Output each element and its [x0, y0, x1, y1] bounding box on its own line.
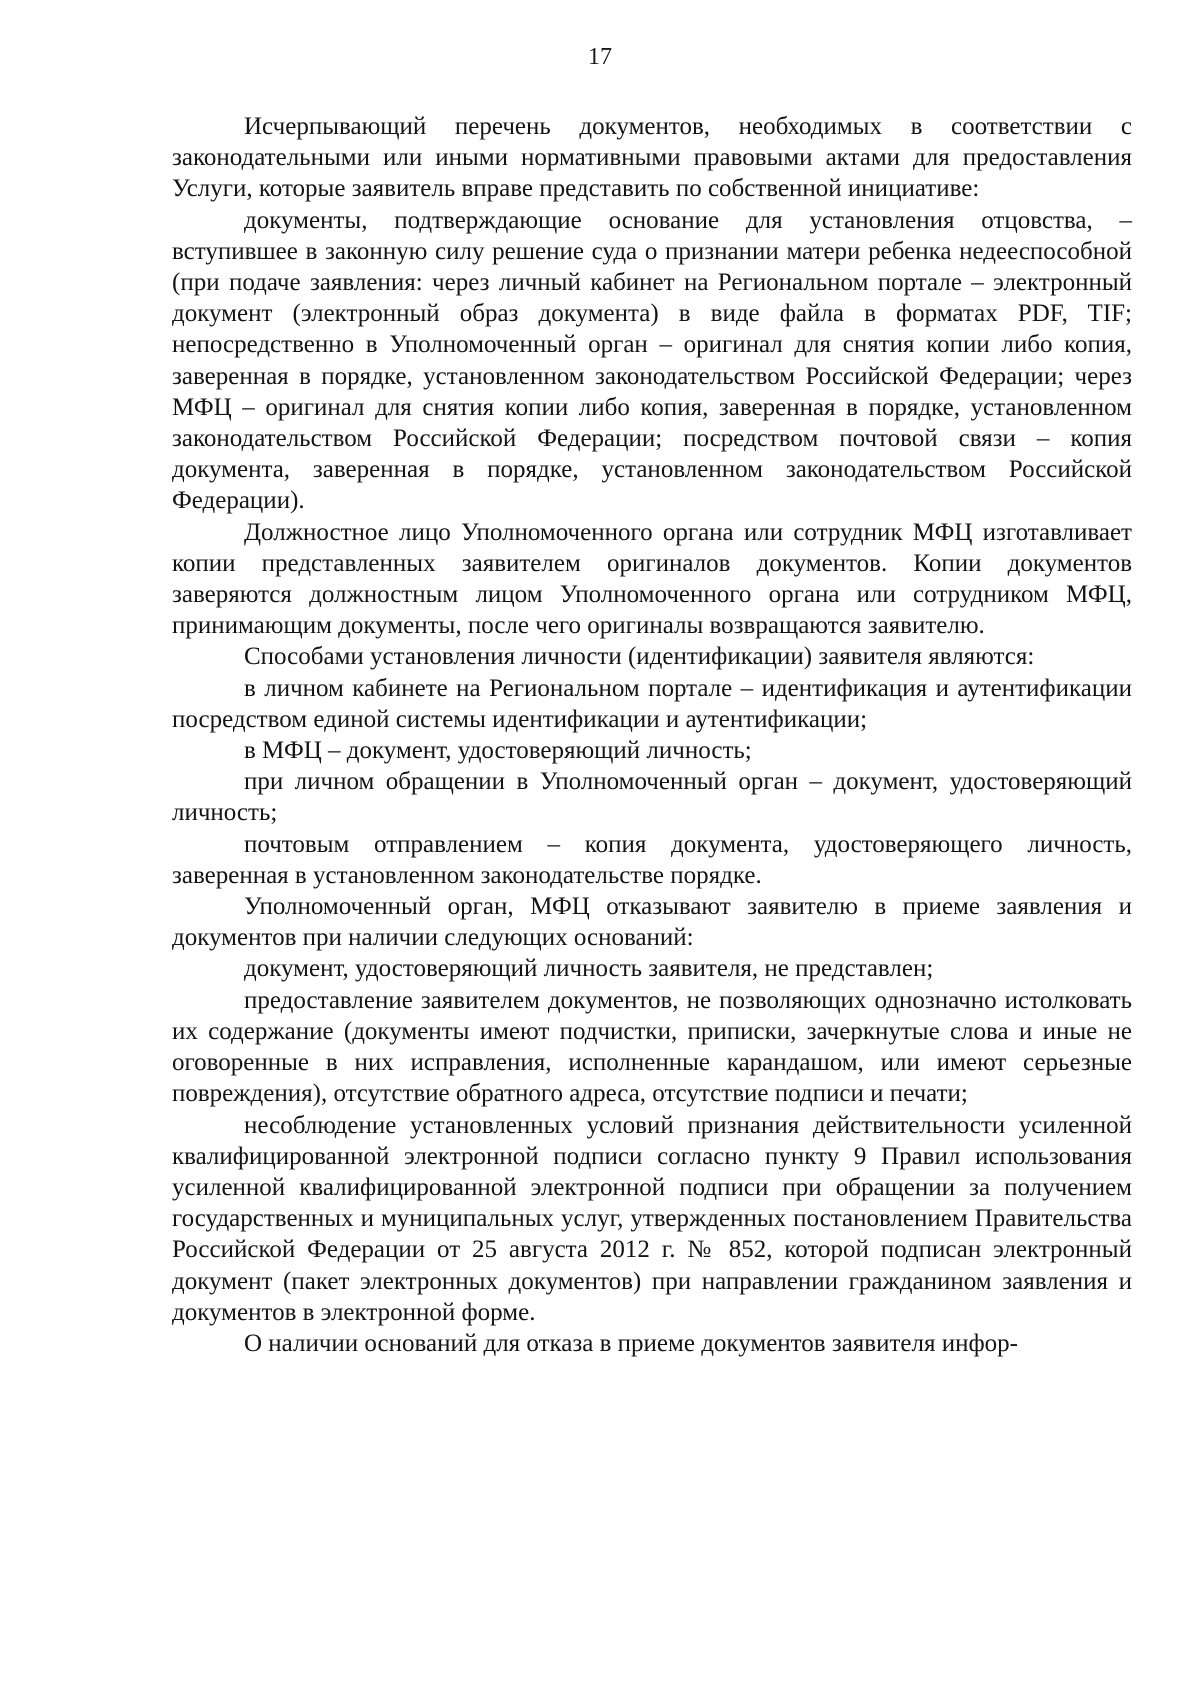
paragraph-identification-mail: почтовым отправлением – копия документа, удостоверяющего личность, заверенная в установленном законодательстве порядке. — [172, 830, 1132, 889]
page-number: 17 — [588, 44, 612, 70]
paragraph-refusal-notification: О наличии оснований для отказа в приеме документов заявителя инфор- — [244, 1329, 1018, 1357]
paragraph-copies-certification: Должностное лицо Уполномоченного органа или сотрудник МФЦ изготавливает копии представленных заявителем оригиналов документов. Копии документов заверяются должностным лицом Уполномоченного органа или сотрудником МФЦ, принимающим документы, после чего оригиналы возвращаются заявителю. — [172, 518, 1132, 640]
paragraph-refusal-no-id: документ, удостоверяющий личность заявителя, не представлен; — [244, 955, 934, 983]
paragraph-refusal-signature: несоблюдение установленных условий признания действительности усиленной квалифицированной электронной подписи согласно пункту 9 Правил использования усиленной квалифицированной электронной подписи при обращении за получением государственных и муниципальных услуг, утвержденных постановлением Правительства Российской Федерации от 25 августа 2012 г. № 852, которой подписан электронный документ (пакет электронных документов) при направлении гражданином заявления и документов в электронной форме. — [172, 1111, 1132, 1326]
paragraph-identification-methods: Способами установления личности (идентификации) заявителя являются: — [244, 643, 1035, 671]
paragraph-paternity-documents: документы, подтверждающие основание для установления отцовства, – вступившее в законную силу решение суда о признании матери ребенка недееспособной (при подаче заявления: через личный кабинет на Региональном портале – электронный документ (электронный образ документа) в виде файла в форматах PDF, TIF; непосредственно в Уполномоченный орган – оригинал для снятия копии либо копия, заверенная в порядке, установленном законодательством Российской Федерации; через МФЦ – оригинал для снятия копии либо копия, заверенная в порядке, установленном законодательством Российской Федерации; посредством почтовой связи – копия документа, заверенная в порядке, установленном законодательством Российской Федерации). — [172, 206, 1132, 515]
paragraph-identification-mfc: в МФЦ – документ, удостоверяющий личность; — [244, 737, 752, 765]
paragraph-refusal-grounds-intro: Уполномоченный орган, МФЦ отказывают заявителю в приеме заявления и документов при наличии следующих оснований: — [172, 893, 1132, 952]
paragraph-identification-portal: в личном кабинете на Региональном портале – идентификация и аутентификации посредством единой системы идентификации и аутентификации; — [172, 674, 1132, 733]
paragraph-identification-in-person: при личном обращении в Уполномоченный орган – документ, удостоверяющий личность; — [172, 768, 1132, 827]
paragraph-documents-list-intro: Исчерпывающий перечень документов, необходимых в соответствии с законодательными или иными нормативными правовыми актами для предоставления Услуги, которые заявитель вправе представить по собственной инициативе: — [172, 113, 1132, 203]
document-body — [172, 111, 1132, 1359]
paragraph-refusal-damaged-documents: предоставление заявителем документов, не позволяющих однозначно истолковать их содержание (документы имеют подчистки, приписки, зачеркнутые слова и иные не оговоренные в них исправления, исполненные карандашом, или имеют серьезные повреждения), отсутствие обратного адреса, отсутствие подписи и печати; — [172, 986, 1132, 1108]
